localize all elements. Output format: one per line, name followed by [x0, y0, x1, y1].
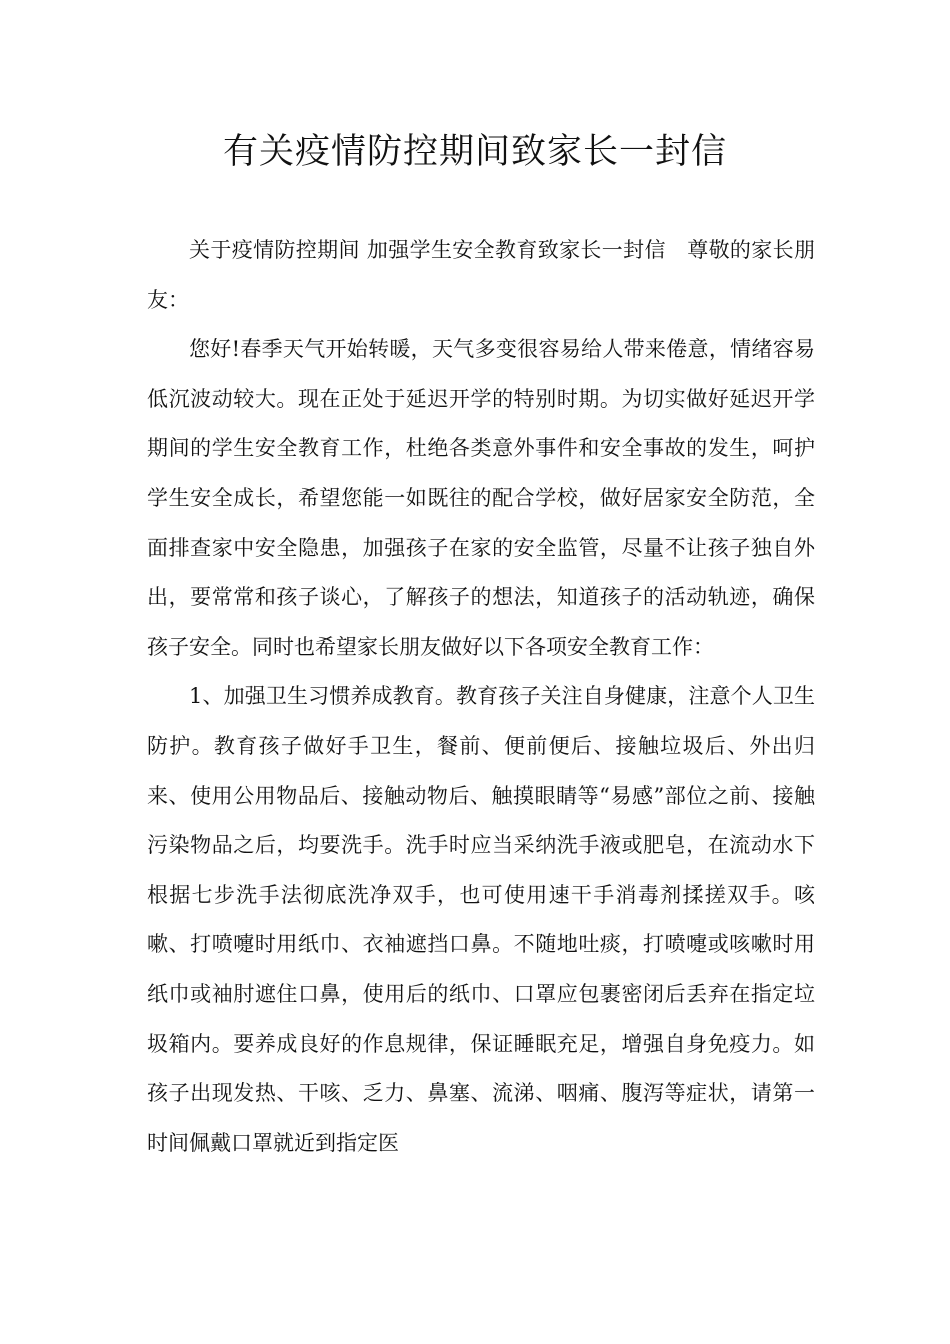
- document-title: 有关疫情防控期间致家长一封信: [222, 132, 727, 172]
- paragraph-greeting: 关于疫情防控期间 加强学生安全教育致家长一封信 尊敬的家长朋友：: [147, 238, 815, 312]
- paragraph-intro: 您好!春季天气开始转暖，天气多变很容易给人带来倦意，情绪容易低沉波动较大。现在正处于延迟开学的特别时期。为切实做好延迟开学期间的学生安全教育工作，杜绝各类意外事件和安全事故的发生，呵护学生安全成长，希望您能一如既往的配合学校，做好居家安全防范，全面排查家中安全隐患，加强孩子在家的安全监管，尽量不让孩子独自外出，要常常和孩子谈心，了解孩子的想法，知道孩子的活动轨迹，确保孩子安全。同时也希望家长朋友做好以下各项安全教育工作：: [147, 337, 815, 659]
- document-body: [147, 226, 815, 1168]
- paragraph-item-1: 1、加强卫生习惯养成教育。教育孩子关注自身健康，注意个人卫生防护。教育孩子做好手卫生，餐前、便前便后、接触垃圾后、外出归来、使用公用物品后、接触动物后、触摸眼睛等“易感”部位之前、接触污染物品之后，均要洗手。洗手时应当采纳洗手液或肥皂，在流动水下根据七步洗手法彻底洗净双手，也可使用速干手消毒剂揉搓双手。咳嗽、打喷嚏时用纸巾、衣袖遮挡口鼻。不随地吐痰，打喷嚏或咳嗽时用纸巾或袖肘遮住口鼻，使用后的纸巾、口罩应包裹密闭后丢弃在指定垃圾箱内。要养成良好的作息规律，保证睡眠充足，增强自身免疫力。如孩子出现发热、干咳、乏力、鼻塞、流涕、咽痛、腹泻等症状，请第一时间佩戴口罩就近到指定医: [147, 684, 815, 1155]
